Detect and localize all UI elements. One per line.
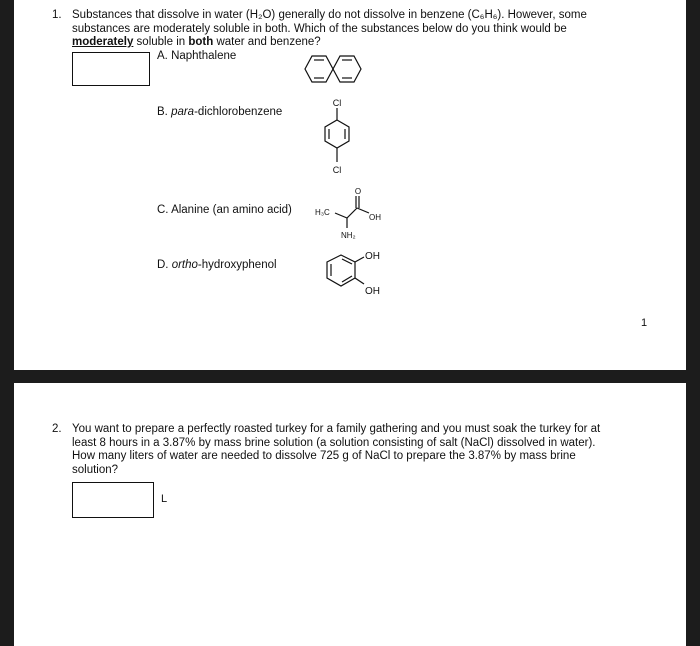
question-2-line-1: You want to prepare a perfectly roasted turkey for a family gathering and you must soak the turkey for at [72,423,601,435]
alanine-structure [314,186,404,242]
question-2-line-4: solution? [72,463,119,476]
option-a-prefix: A. [157,50,172,62]
question-2-line-3: How many liters of water are needed to dissolve 725 g of NaCl to prepare the 3.87% by mass brine [72,450,576,463]
answer-box-question-2[interactable] [72,482,154,518]
option-b-prefix: B. [157,106,172,118]
para-dichlorobenzene-structure [322,94,352,178]
question-1-number: 1. [52,9,62,21]
page-number: 1 [641,317,648,329]
option-a-name: Naphthalene [171,50,237,62]
option-d-label [157,259,277,271]
question-1-line-1: Substances that dissolve in water (H₂O) generally do not dissolve in benzene (C₆H₆). However, some [72,9,587,21]
question-1-text [72,9,587,50]
option-b-rest: -dichlorobenzene [194,106,283,118]
h3c-label: H₃C [315,208,330,217]
question-1-line-3 [72,36,587,50]
page-2 [14,383,686,646]
option-d-rest: -hydroxyphenol [197,259,277,271]
nh2-label: NH₂ [341,231,356,240]
text-soluble-in: soluble in [133,36,189,49]
cl-top-label: Cl [332,98,342,108]
carbonyl-o-label: O [354,187,362,196]
acid-oh-label: OH [369,213,381,222]
text-water-and-benzene: water and benzene? [213,36,321,49]
option-d-prefix: D. [157,259,172,271]
option-b-label [157,106,282,118]
option-c-label [157,204,292,216]
oh-top-label: OH [365,251,380,262]
emphasis-both: both [188,36,214,49]
option-b-italic: para [171,106,195,118]
emphasis-moderately: moderately [72,36,134,49]
unit-liters-label: L [161,493,168,505]
oh-bottom-label: OH [365,286,380,297]
ortho-hydroxyphenol-structure [318,246,398,302]
question-2-text [72,423,600,477]
option-c-name: Alanine (an amino acid) [171,204,292,216]
answer-box-question-1[interactable] [72,52,150,86]
question-1-line-2: substances are moderately soluble in both. Which of the substances below do you think would be [72,22,567,35]
page-1 [14,0,686,370]
option-d-italic: ortho [171,259,198,271]
naphthalene-structure [304,52,368,88]
cl-bottom-label: Cl [332,165,342,175]
question-2-line-2: least 8 hours in a 3.87% by mass brine solution (a solution consisting of salt (NaCl) dissolved in water). [72,436,596,449]
question-2-number: 2. [52,423,62,435]
option-c-prefix: C. [157,204,172,216]
option-a-label [157,50,236,62]
